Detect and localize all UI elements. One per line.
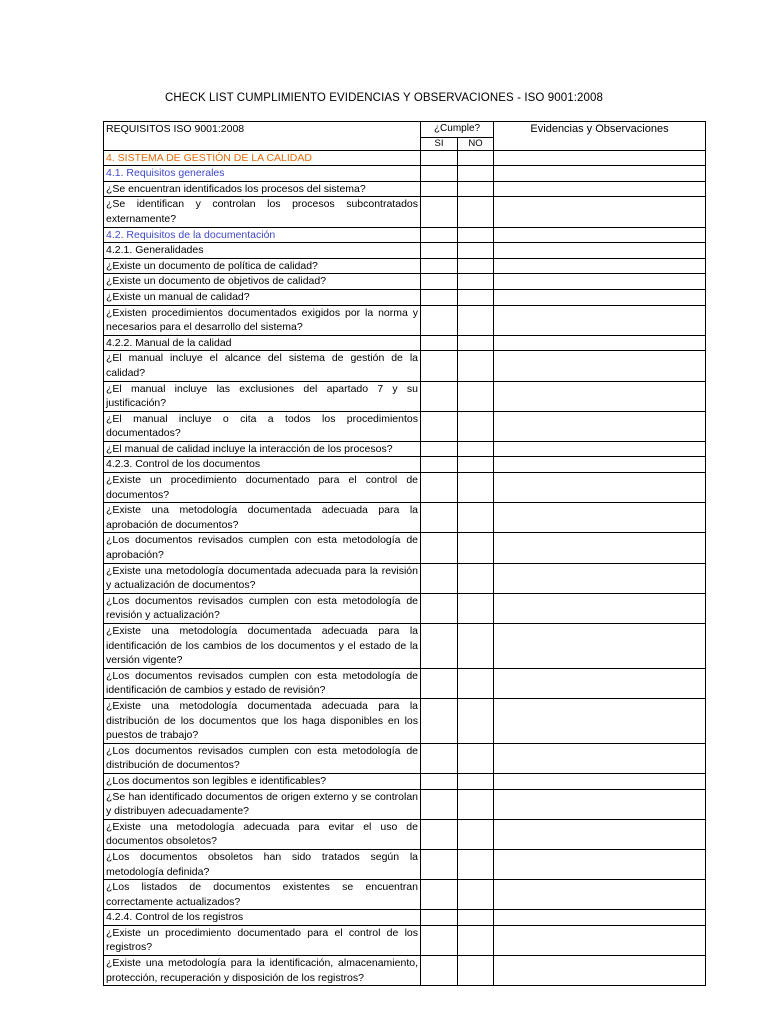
evidence-cell[interactable] — [494, 956, 706, 986]
requirement-cell: ¿Se identifican y controlan los procesos subcontratados externamente? — [104, 197, 421, 227]
table-row — [104, 925, 706, 955]
table-row — [104, 243, 706, 259]
no-cell[interactable] — [458, 473, 494, 503]
si-cell[interactable] — [421, 956, 458, 986]
table-row — [104, 274, 706, 290]
evidence-cell[interactable] — [494, 457, 706, 473]
no-cell[interactable] — [458, 503, 494, 533]
requirement-cell: ¿Los documentos revisados cumplen con esta metodología de revisión y actualización? — [104, 593, 421, 623]
no-cell[interactable] — [458, 668, 494, 698]
requirement-cell: ¿El manual incluye o cita a todos los procedimientos documentados? — [104, 411, 421, 441]
requirement-cell: ¿Los listados de documentos existentes se encuentran correctamente actualizados? — [104, 880, 421, 910]
si-cell[interactable] — [421, 457, 458, 473]
no-cell[interactable] — [458, 773, 494, 789]
si-cell[interactable] — [421, 441, 458, 457]
table-row — [104, 166, 706, 182]
si-cell[interactable] — [421, 773, 458, 789]
requirement-cell: ¿Existen procedimientos documentados exigidos por la norma y necesarios para el desarrollo del sistema? — [104, 305, 421, 335]
table-row — [104, 743, 706, 773]
no-cell[interactable] — [458, 227, 494, 243]
evidence-cell[interactable] — [494, 593, 706, 623]
no-cell[interactable] — [458, 593, 494, 623]
si-cell[interactable] — [421, 258, 458, 274]
no-cell[interactable] — [458, 698, 494, 743]
table-row — [104, 773, 706, 789]
requirement-cell: ¿Existe una metodología para la identificación, almacenamiento, protección, recuperación y disposición de los registros? — [104, 956, 421, 986]
evidence-cell[interactable] — [494, 773, 706, 789]
requirement-cell: ¿El manual incluye el alcance del sistema de gestión de la calidad? — [104, 351, 421, 381]
no-cell[interactable] — [458, 563, 494, 593]
table-row — [104, 819, 706, 849]
requirement-cell: ¿Existe una metodología documentada adecuada para la aprobación de documentos? — [104, 503, 421, 533]
table-row — [104, 593, 706, 623]
si-cell[interactable] — [421, 563, 458, 593]
header-si: SI — [421, 137, 458, 150]
requirement-cell: ¿Los documentos revisados cumplen con esta metodología de distribución de documentos? — [104, 743, 421, 773]
requirement-cell: ¿Existe una metodología adecuada para evitar el uso de documentos obsoletos? — [104, 819, 421, 849]
si-cell[interactable] — [421, 166, 458, 182]
requirement-cell: ¿Se han identificado documentos de origen externo y se controlan y distribuyen adecuadamente? — [104, 789, 421, 819]
si-cell[interactable] — [421, 381, 458, 411]
no-cell[interactable] — [458, 411, 494, 441]
evidence-cell[interactable] — [494, 698, 706, 743]
si-cell[interactable] — [421, 624, 458, 669]
evidence-cell[interactable] — [494, 166, 706, 182]
table-row — [104, 351, 706, 381]
table-row — [104, 197, 706, 227]
si-cell[interactable] — [421, 593, 458, 623]
si-cell[interactable] — [421, 473, 458, 503]
si-cell[interactable] — [421, 503, 458, 533]
no-cell[interactable] — [458, 289, 494, 305]
no-cell[interactable] — [458, 925, 494, 955]
evidence-cell[interactable] — [494, 335, 706, 351]
requirement-cell: ¿Existe un documento de objetivos de calidad? — [104, 274, 421, 290]
requirement-cell: 4.2.4. Control de los registros — [104, 910, 421, 926]
table-row — [104, 880, 706, 910]
si-cell[interactable] — [421, 197, 458, 227]
no-cell[interactable] — [458, 381, 494, 411]
table-row — [104, 441, 706, 457]
no-cell[interactable] — [458, 243, 494, 259]
no-cell[interactable] — [458, 150, 494, 166]
evidence-cell[interactable] — [494, 880, 706, 910]
no-cell[interactable] — [458, 849, 494, 879]
requirement-cell: 4. SISTEMA DE GESTIÓN DE LA CALIDAD — [104, 150, 421, 166]
si-cell[interactable] — [421, 910, 458, 926]
evidence-cell[interactable] — [494, 150, 706, 166]
si-cell[interactable] — [421, 289, 458, 305]
table-row — [104, 563, 706, 593]
no-cell[interactable] — [458, 335, 494, 351]
table-row — [104, 698, 706, 743]
table-row — [104, 624, 706, 669]
si-cell[interactable] — [421, 411, 458, 441]
evidence-cell[interactable] — [494, 533, 706, 563]
evidence-cell[interactable] — [494, 289, 706, 305]
si-cell[interactable] — [421, 925, 458, 955]
si-cell[interactable] — [421, 789, 458, 819]
si-cell[interactable] — [421, 849, 458, 879]
checklist-table — [103, 121, 706, 986]
table-row — [104, 910, 706, 926]
evidence-cell[interactable] — [494, 351, 706, 381]
requirement-cell: 4.2. Requisitos de la documentación — [104, 227, 421, 243]
table-row — [104, 381, 706, 411]
requirement-cell: ¿Existe un documento de política de calidad? — [104, 258, 421, 274]
requirement-cell: ¿Los documentos revisados cumplen con esta metodología de aprobación? — [104, 533, 421, 563]
no-cell[interactable] — [458, 910, 494, 926]
header-requisitos: REQUISITOS ISO 9001:2008 — [104, 122, 421, 151]
si-cell[interactable] — [421, 880, 458, 910]
no-cell[interactable] — [458, 166, 494, 182]
si-cell[interactable] — [421, 305, 458, 335]
requirement-cell: 4.2.1. Generalidades — [104, 243, 421, 259]
no-cell[interactable] — [458, 457, 494, 473]
no-cell[interactable] — [458, 743, 494, 773]
si-cell[interactable] — [421, 668, 458, 698]
header-row — [104, 122, 706, 138]
document-title: CHECK LIST CUMPLIMIENTO EVIDENCIAS Y OBSERVACIONES - ISO 9001:2008 — [164, 92, 603, 104]
table-row — [104, 411, 706, 441]
checklist-body — [104, 150, 706, 986]
no-cell[interactable] — [458, 819, 494, 849]
evidence-cell[interactable] — [494, 925, 706, 955]
evidence-cell[interactable] — [494, 181, 706, 197]
table-row — [104, 150, 706, 166]
no-cell[interactable] — [458, 351, 494, 381]
table-row — [104, 305, 706, 335]
requirement-cell: 4.1. Requisitos generales — [104, 166, 421, 182]
requirement-cell: 4.2.2. Manual de la calidad — [104, 335, 421, 351]
requirement-cell: 4.2.3. Control de los documentos — [104, 457, 421, 473]
si-cell[interactable] — [421, 351, 458, 381]
si-cell[interactable] — [421, 743, 458, 773]
no-cell[interactable] — [458, 441, 494, 457]
no-cell[interactable] — [458, 181, 494, 197]
table-row — [104, 335, 706, 351]
si-cell[interactable] — [421, 243, 458, 259]
table-row — [104, 473, 706, 503]
evidence-cell[interactable] — [494, 563, 706, 593]
requirement-cell: ¿Existe un manual de calidad? — [104, 289, 421, 305]
evidence-cell[interactable] — [494, 258, 706, 274]
no-cell[interactable] — [458, 197, 494, 227]
requirement-cell: ¿El manual incluye las exclusiones del apartado 7 y su justificación? — [104, 381, 421, 411]
evidence-cell[interactable] — [494, 381, 706, 411]
table-row — [104, 956, 706, 986]
si-cell[interactable] — [421, 150, 458, 166]
requirement-cell: ¿Los documentos revisados cumplen con esta metodología de identificación de cambios y estado de revisión? — [104, 668, 421, 698]
table-row — [104, 533, 706, 563]
table-row — [104, 668, 706, 698]
table-row — [104, 289, 706, 305]
requirement-cell: ¿Existe una metodología documentada adecuada para la revisión y actualización de documentos? — [104, 563, 421, 593]
evidence-cell[interactable] — [494, 274, 706, 290]
requirement-cell: ¿Existe un procedimiento documentado para el control de documentos? — [104, 473, 421, 503]
requirement-cell: ¿El manual de calidad incluye la interacción de los procesos? — [104, 441, 421, 457]
evidence-cell[interactable] — [494, 227, 706, 243]
evidence-cell[interactable] — [494, 411, 706, 441]
requirement-cell: ¿Se encuentran identificados los procesos del sistema? — [104, 181, 421, 197]
table-row — [104, 181, 706, 197]
si-cell[interactable] — [421, 698, 458, 743]
table-row — [104, 457, 706, 473]
evidence-cell[interactable] — [494, 910, 706, 926]
evidence-cell[interactable] — [494, 441, 706, 457]
evidence-cell[interactable] — [494, 473, 706, 503]
header-cumple: ¿Cumple? — [421, 122, 494, 138]
requirement-cell: ¿Existe una metodología documentada adecuada para la distribución de los documentos que los haga disponibles en los puestos de trabajo? — [104, 698, 421, 743]
si-cell[interactable] — [421, 335, 458, 351]
evidence-cell[interactable] — [494, 243, 706, 259]
si-cell[interactable] — [421, 533, 458, 563]
evidence-cell[interactable] — [494, 789, 706, 819]
no-cell[interactable] — [458, 880, 494, 910]
evidence-cell[interactable] — [494, 503, 706, 533]
requirement-cell: ¿Los documentos obsoletos han sido tratados según la metodología definida? — [104, 849, 421, 879]
header-no: NO — [458, 137, 494, 150]
si-cell[interactable] — [421, 274, 458, 290]
header-evidencias: Evidencias y Observaciones — [494, 122, 706, 151]
no-cell[interactable] — [458, 305, 494, 335]
requirement-cell: ¿Existe un procedimiento documentado para el control de los registros? — [104, 925, 421, 955]
evidence-cell[interactable] — [494, 668, 706, 698]
si-cell[interactable] — [421, 819, 458, 849]
evidence-cell[interactable] — [494, 819, 706, 849]
si-cell[interactable] — [421, 181, 458, 197]
no-cell[interactable] — [458, 956, 494, 986]
no-cell[interactable] — [458, 789, 494, 819]
no-cell[interactable] — [458, 624, 494, 669]
no-cell[interactable] — [458, 258, 494, 274]
table-row — [104, 227, 706, 243]
table-row — [104, 258, 706, 274]
requirement-cell: ¿Existe una metodología documentada adecuada para la identificación de los cambios de los documentos y el estado de la versión vigente? — [104, 624, 421, 669]
evidence-cell[interactable] — [494, 849, 706, 879]
table-row — [104, 503, 706, 533]
no-cell[interactable] — [458, 274, 494, 290]
table-row — [104, 789, 706, 819]
si-cell[interactable] — [421, 227, 458, 243]
table-row — [104, 849, 706, 879]
requirement-cell: ¿Los documentos son legibles e identificables? — [104, 773, 421, 789]
no-cell[interactable] — [458, 533, 494, 563]
evidence-cell[interactable] — [494, 197, 706, 227]
evidence-cell[interactable] — [494, 305, 706, 335]
evidence-cell[interactable] — [494, 624, 706, 669]
evidence-cell[interactable] — [494, 743, 706, 773]
